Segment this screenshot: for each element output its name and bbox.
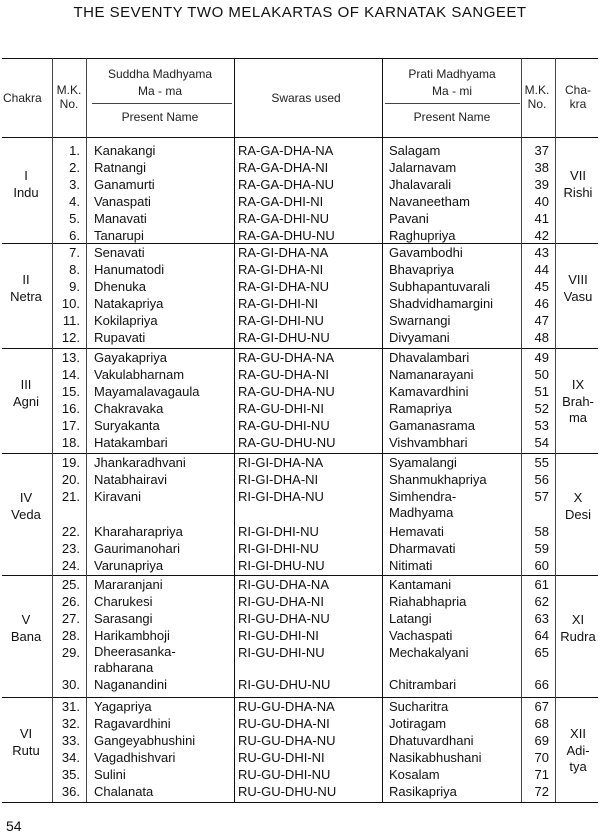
melakarta-number: 36.: [61, 784, 80, 799]
swaras-used: RI-GU-DHI-NU: [238, 645, 325, 660]
melakarta-number: 13.: [61, 350, 80, 365]
suddha-raga-name: Sarasangi: [94, 611, 153, 626]
swaras-used: RU-GU-DHA-NA: [238, 699, 335, 714]
suddha-raga-name: Ragavardhini: [94, 716, 171, 731]
suddha-raga-name: Charukesi: [94, 594, 153, 609]
chakra-number-left: V: [21, 612, 31, 627]
prati-raga-name: Dhatuvardhani: [389, 733, 474, 748]
chakra-name-left: Agni: [12, 393, 40, 409]
prati-raga-name: Gavambodhi: [389, 245, 463, 260]
suddha-raga-name: Gayakapriya: [94, 350, 167, 365]
prati-melakarta-number: 46: [534, 296, 549, 311]
chakra-number-right: IX: [571, 376, 585, 392]
prati-melakarta-number: 50: [534, 367, 549, 382]
swaras-used: RI-GU-DHU-NU: [238, 677, 331, 692]
suddha-raga-name: Kharaharapriya: [94, 524, 183, 539]
chakra-name-right: Adi- tya: [566, 742, 590, 774]
chakra-name-left: Bana: [10, 629, 42, 644]
prati-melakarta-number: 43: [534, 245, 549, 260]
swaras-used: RU-GU-DHU-NU: [238, 784, 337, 799]
prati-melakarta-number: 47: [534, 313, 549, 328]
column-rule: [382, 58, 383, 802]
suddha-raga-name: Ratnangi: [94, 160, 147, 175]
prati-raga-name: Chitrambari: [389, 677, 457, 692]
melakarta-number: 17.: [61, 418, 80, 433]
prati-raga-name: Vachaspati: [389, 628, 453, 643]
swaras-used: RU-GU-DHI-NU: [238, 767, 331, 782]
melakarta-number: 29.: [61, 645, 80, 660]
prati-melakarta-number: 62: [534, 594, 549, 609]
header-swaras-used: Swaras used: [271, 91, 341, 105]
prati-raga-name: Ramapriya: [389, 401, 452, 416]
swaras-used: RI-GU-DHA-NI: [238, 594, 324, 609]
suddha-raga-name: Ganamurti: [94, 177, 155, 192]
prati-raga-name: Riahabhapria: [389, 594, 467, 609]
suddha-raga-name: Manavati: [94, 211, 147, 226]
melakarta-number: 20.: [61, 472, 80, 487]
chakra-number-left: I: [24, 168, 28, 183]
swaras-used: RA-GU-DHA-NU: [238, 384, 335, 399]
prati-raga-name: Bhavapriya: [389, 262, 455, 277]
swaras-used: RI-GI-DHI-NU: [238, 541, 319, 556]
swaras-used: RU-GU-DHI-NI: [238, 750, 325, 765]
prati-raga-name: Swarnangi: [389, 313, 451, 328]
prati-raga-name: Raghupriya: [389, 228, 456, 243]
melakarta-number: 2.: [69, 160, 80, 175]
suddha-raga-name: Natakapriya: [94, 296, 164, 311]
column-rule: [521, 58, 522, 802]
prati-melakarta-number: 41: [534, 211, 549, 226]
prati-raga-name: Jalarnavam: [389, 160, 457, 175]
melakarta-number: 25.: [61, 577, 80, 592]
suddha-raga-name: Yagapriya: [94, 699, 152, 714]
chakra-number-right: XII: [570, 725, 586, 741]
prati-melakarta-number: 60: [534, 558, 549, 573]
prati-melakarta-number: 51: [534, 384, 549, 399]
melakarta-number: 4.: [69, 194, 80, 209]
prati-melakarta-number: 68: [534, 716, 549, 731]
chakra-name-right: Desi: [564, 507, 591, 522]
suddha-raga-name: Suryakanta: [94, 418, 160, 433]
melakarta-number: 34.: [61, 750, 80, 765]
prati-melakarta-number: 69: [534, 733, 549, 748]
prati-melakarta-number: 38: [534, 160, 549, 175]
prati-raga-name: Jhalavarali: [389, 177, 452, 192]
prati-raga-name: Dharmavati: [389, 541, 456, 556]
melakarta-number: 8.: [69, 262, 80, 277]
swaras-used: RA-GI-DHU-NU: [238, 330, 330, 345]
prati-raga-name: Kantamani: [389, 577, 452, 592]
header-mk-no-left: M.K. No.: [56, 83, 82, 111]
suddha-raga-name: Hanumatodi: [94, 262, 165, 277]
swaras-used: RA-GU-DHI-NU: [238, 418, 330, 433]
prati-melakarta-number: 59: [534, 541, 549, 556]
prati-melakarta-number: 72: [534, 784, 549, 799]
chakra-name-right: Brah- ma: [562, 393, 594, 425]
prati-melakarta-number: 71: [534, 767, 549, 782]
melakarta-number: 21.: [61, 489, 80, 504]
swaras-used: RA-GI-DHI-NU: [238, 313, 324, 328]
melakarta-number: 33.: [61, 733, 80, 748]
prati-raga-name: Hemavati: [389, 524, 444, 539]
suddha-raga-name: Harikambhoji: [94, 628, 170, 643]
column-rule: [86, 58, 87, 802]
prati-raga-name: Kamavardhini: [389, 384, 469, 399]
prati-melakarta-number: 53: [534, 418, 549, 433]
melakarta-number: 28.: [61, 628, 80, 643]
header-present-name-right: Present Name: [413, 110, 491, 124]
swaras-used: RI-GU-DHA-NU: [238, 611, 330, 626]
prati-raga-name: Latangi: [389, 611, 432, 626]
prati-raga-name: Shadvidhamargini: [389, 296, 494, 311]
melakarta-number: 9.: [69, 279, 80, 294]
prati-raga-name: Jotiragam: [389, 716, 447, 731]
suddha-raga-name: Naganandini: [94, 677, 168, 692]
table-rule: [2, 802, 598, 803]
suddha-raga-name: Mararanjani: [94, 577, 163, 592]
swaras-used: RA-GU-DHA-NI: [238, 367, 329, 382]
swaras-used: RA-GI-DHA-NA: [238, 245, 329, 260]
header-prati-line1: Prati Madhyama: [408, 67, 496, 81]
melakarta-number: 32.: [61, 716, 80, 731]
melakarta-number: 22.: [61, 524, 80, 539]
chakra-name-left: Rutu: [12, 742, 40, 758]
table-rule: [2, 697, 598, 698]
prati-melakarta-number: 55: [534, 455, 549, 470]
prati-raga-name: Mechakalyani: [389, 645, 469, 660]
prati-melakarta-number: 66: [534, 677, 549, 692]
prati-raga-name: Simhendra- Madhyama: [389, 489, 457, 520]
prati-raga-name: Vishvambhari: [389, 435, 468, 450]
table-rule: [2, 58, 598, 59]
prati-melakarta-number: 40: [534, 194, 549, 209]
melakarta-number: 5.: [69, 211, 80, 226]
swaras-used: RA-GI-DHA-NI: [238, 262, 324, 277]
table-rule: [2, 137, 598, 138]
prati-raga-name: Shanmukhapriya: [389, 472, 487, 487]
prati-raga-name: Kosalam: [389, 767, 440, 782]
melakarta-number: 26.: [61, 594, 80, 609]
prati-raga-name: Syamalangi: [389, 455, 457, 470]
chakra-name-left: Netra: [10, 288, 42, 304]
swaras-used: RA-GI-DHA-NU: [238, 279, 329, 294]
prati-raga-name: Namanarayani: [389, 367, 474, 382]
prati-raga-name: Salagam: [389, 143, 441, 158]
melakarta-number: 27.: [61, 611, 80, 626]
melakarta-number: 24.: [61, 558, 80, 573]
melakarta-number: 19.: [61, 455, 80, 470]
chakra-name-right: Vasu: [563, 288, 593, 304]
melakarta-number: 31.: [61, 699, 80, 714]
prati-melakarta-number: 56: [534, 472, 549, 487]
chakra-name-right: Rishi: [563, 185, 593, 200]
prati-melakarta-number: 57: [534, 489, 549, 504]
column-rule: [234, 58, 235, 802]
swaras-used: RI-GU-DHI-NI: [238, 628, 319, 643]
suddha-raga-name: Dheerasanka- rabharana: [94, 644, 176, 675]
chakra-number-right: VIII: [568, 271, 588, 287]
prati-melakarta-number: 61: [534, 577, 549, 592]
chakra-number-left: II: [22, 271, 30, 287]
suddha-raga-name: Gangeyabhushini: [94, 733, 196, 748]
melakarta-number: 6.: [69, 228, 80, 243]
swaras-used: RI-GI-DHI-NU: [238, 524, 319, 539]
prati-melakarta-number: 39: [534, 177, 549, 192]
page-title: THE SEVENTY TWO MELAKARTAS OF KARNATAK SANGEET: [73, 4, 527, 21]
suddha-raga-name: Kiravani: [94, 489, 141, 504]
header-suddha-line1: Suddha Madhyama: [107, 67, 213, 81]
melakarta-number: 10.: [61, 296, 80, 311]
melakarta-number: 14.: [61, 367, 80, 382]
prati-melakarta-number: 49: [534, 350, 549, 365]
prati-raga-name: Nitimati: [389, 558, 433, 573]
header-chakra-left: Chakra: [3, 91, 42, 105]
suddha-raga-name: Kokilapriya: [94, 313, 158, 328]
suddha-raga-name: Mayamalavagaula: [94, 384, 200, 399]
suddha-raga-name: Jhankaradhvani: [94, 455, 186, 470]
suddha-raga-name: Gaurimanohari: [94, 541, 180, 556]
suddha-raga-name: Senavati: [94, 245, 145, 260]
prati-melakarta-number: 65: [534, 645, 549, 660]
prati-raga-name: Sucharitra: [389, 699, 449, 714]
melakarta-number: 15.: [61, 384, 80, 399]
prati-melakarta-number: 58: [534, 524, 549, 539]
prati-melakarta-number: 45: [534, 279, 549, 294]
table-rule: [2, 243, 598, 244]
chakra-number-right: X: [573, 490, 583, 505]
swaras-used: RI-GU-DHA-NA: [238, 577, 329, 592]
header-present-name-left: Present Name: [121, 110, 199, 124]
suddha-raga-name: Varunapriya: [94, 558, 164, 573]
suddha-raga-name: Vakulabharnam: [94, 367, 185, 382]
prati-melakarta-number: 37: [534, 143, 549, 158]
suddha-raga-name: Tanarupi: [94, 228, 144, 243]
swaras-used: RA-GA-DHI-NI: [238, 194, 324, 209]
table-rule: [2, 575, 598, 576]
suddha-raga-name: Vanaspati: [94, 194, 151, 209]
melakarta-number: 23.: [61, 541, 80, 556]
column-rule: [555, 58, 556, 802]
swaras-used: RI-GI-DHU-NU: [238, 558, 325, 573]
melakarta-number: 12.: [61, 330, 80, 345]
swaras-used: RA-GU-DHU-NU: [238, 435, 336, 450]
prati-melakarta-number: 42: [534, 228, 549, 243]
swaras-used: RA-GA-DHU-NU: [238, 228, 335, 243]
melakarta-number: 18.: [61, 435, 80, 450]
suddha-raga-name: Kanakangi: [94, 143, 156, 158]
prati-melakarta-number: 48: [534, 330, 549, 345]
melakarta-number: 30.: [61, 677, 80, 692]
header-mk-no-right: M.K. No.: [524, 83, 550, 111]
prati-melakarta-number: 52: [534, 401, 549, 416]
suddha-raga-name: Sulini: [94, 767, 126, 782]
chakra-number-left: III: [20, 376, 32, 392]
chakra-name-left: Veda: [11, 507, 41, 522]
column-rule: [52, 58, 53, 802]
prati-raga-name: Pavani: [389, 211, 429, 226]
prati-melakarta-number: 67: [534, 699, 549, 714]
prati-melakarta-number: 54: [534, 435, 549, 450]
melakarta-number: 3.: [69, 177, 80, 192]
prati-raga-name: Divyamani: [389, 330, 450, 345]
swaras-used: RA-GA-DHA-NU: [238, 177, 335, 192]
melakarta-number: 35.: [61, 767, 80, 782]
prati-melakarta-number: 64: [534, 628, 549, 643]
header-chakra-right: Cha- kra: [564, 83, 591, 111]
prati-raga-name: Nasikabhushani: [389, 750, 482, 765]
prati-melakarta-number: 70: [534, 750, 549, 765]
swaras-used: RA-GU-DHI-NI: [238, 401, 324, 416]
table-rule: [2, 348, 598, 349]
suddha-raga-name: Natabhairavi: [94, 472, 167, 487]
page-number: 54: [6, 818, 22, 834]
prati-raga-name: Navaneetham: [389, 194, 470, 209]
prati-melakarta-number: 44: [534, 262, 549, 277]
swaras-used: RI-GI-DHA-NI: [238, 472, 319, 487]
header-suddha-line2: Ma - ma: [137, 84, 182, 98]
suddha-raga-name: Hatakambari: [94, 435, 168, 450]
table-rule: [92, 103, 232, 104]
prati-raga-name: Dhavalambari: [389, 350, 470, 365]
suddha-raga-name: Dhenuka: [94, 279, 147, 294]
swaras-used: RA-GU-DHA-NA: [238, 350, 335, 365]
suddha-raga-name: Chalanata: [94, 784, 154, 799]
suddha-raga-name: Vagadhishvari: [94, 750, 176, 765]
chakra-name-left: Indu: [13, 185, 39, 200]
swaras-used: RU-GU-DHA-NU: [238, 733, 336, 748]
melakarta-number: 16.: [61, 401, 80, 416]
chakra-number-left: VI: [19, 725, 33, 741]
swaras-used: RA-GA-DHI-NU: [238, 211, 329, 226]
chakra-number-right: VII: [570, 168, 586, 183]
suddha-raga-name: Chakravaka: [94, 401, 164, 416]
prati-raga-name: Rasikapriya: [389, 784, 457, 799]
swaras-used: RA-GA-DHA-NI: [238, 160, 329, 175]
swaras-used: RU-GU-DHA-NI: [238, 716, 330, 731]
prati-melakarta-number: 63: [534, 611, 549, 626]
prati-raga-name: Subhapantuvarali: [389, 279, 491, 294]
table-rule: [385, 103, 520, 104]
melakarta-number: 7.: [69, 245, 80, 260]
chakra-number-left: IV: [19, 490, 33, 505]
swaras-used: RI-GI-DHA-NA: [238, 455, 324, 470]
melakarta-number: 1.: [69, 143, 80, 158]
header-prati-line2: Ma - mi: [432, 84, 472, 98]
chakra-number-right: XI: [571, 612, 585, 627]
melakarta-number: 11.: [62, 313, 80, 328]
swaras-used: RI-GI-DHA-NU: [238, 489, 324, 504]
swaras-used: RA-GA-DHA-NA: [238, 143, 334, 158]
table-rule: [2, 453, 598, 454]
swaras-used: RA-GI-DHI-NI: [238, 296, 319, 311]
chakra-name-right: Rudra: [560, 629, 596, 644]
prati-raga-name: Gamanasrama: [389, 418, 475, 433]
suddha-raga-name: Rupavati: [94, 330, 146, 345]
